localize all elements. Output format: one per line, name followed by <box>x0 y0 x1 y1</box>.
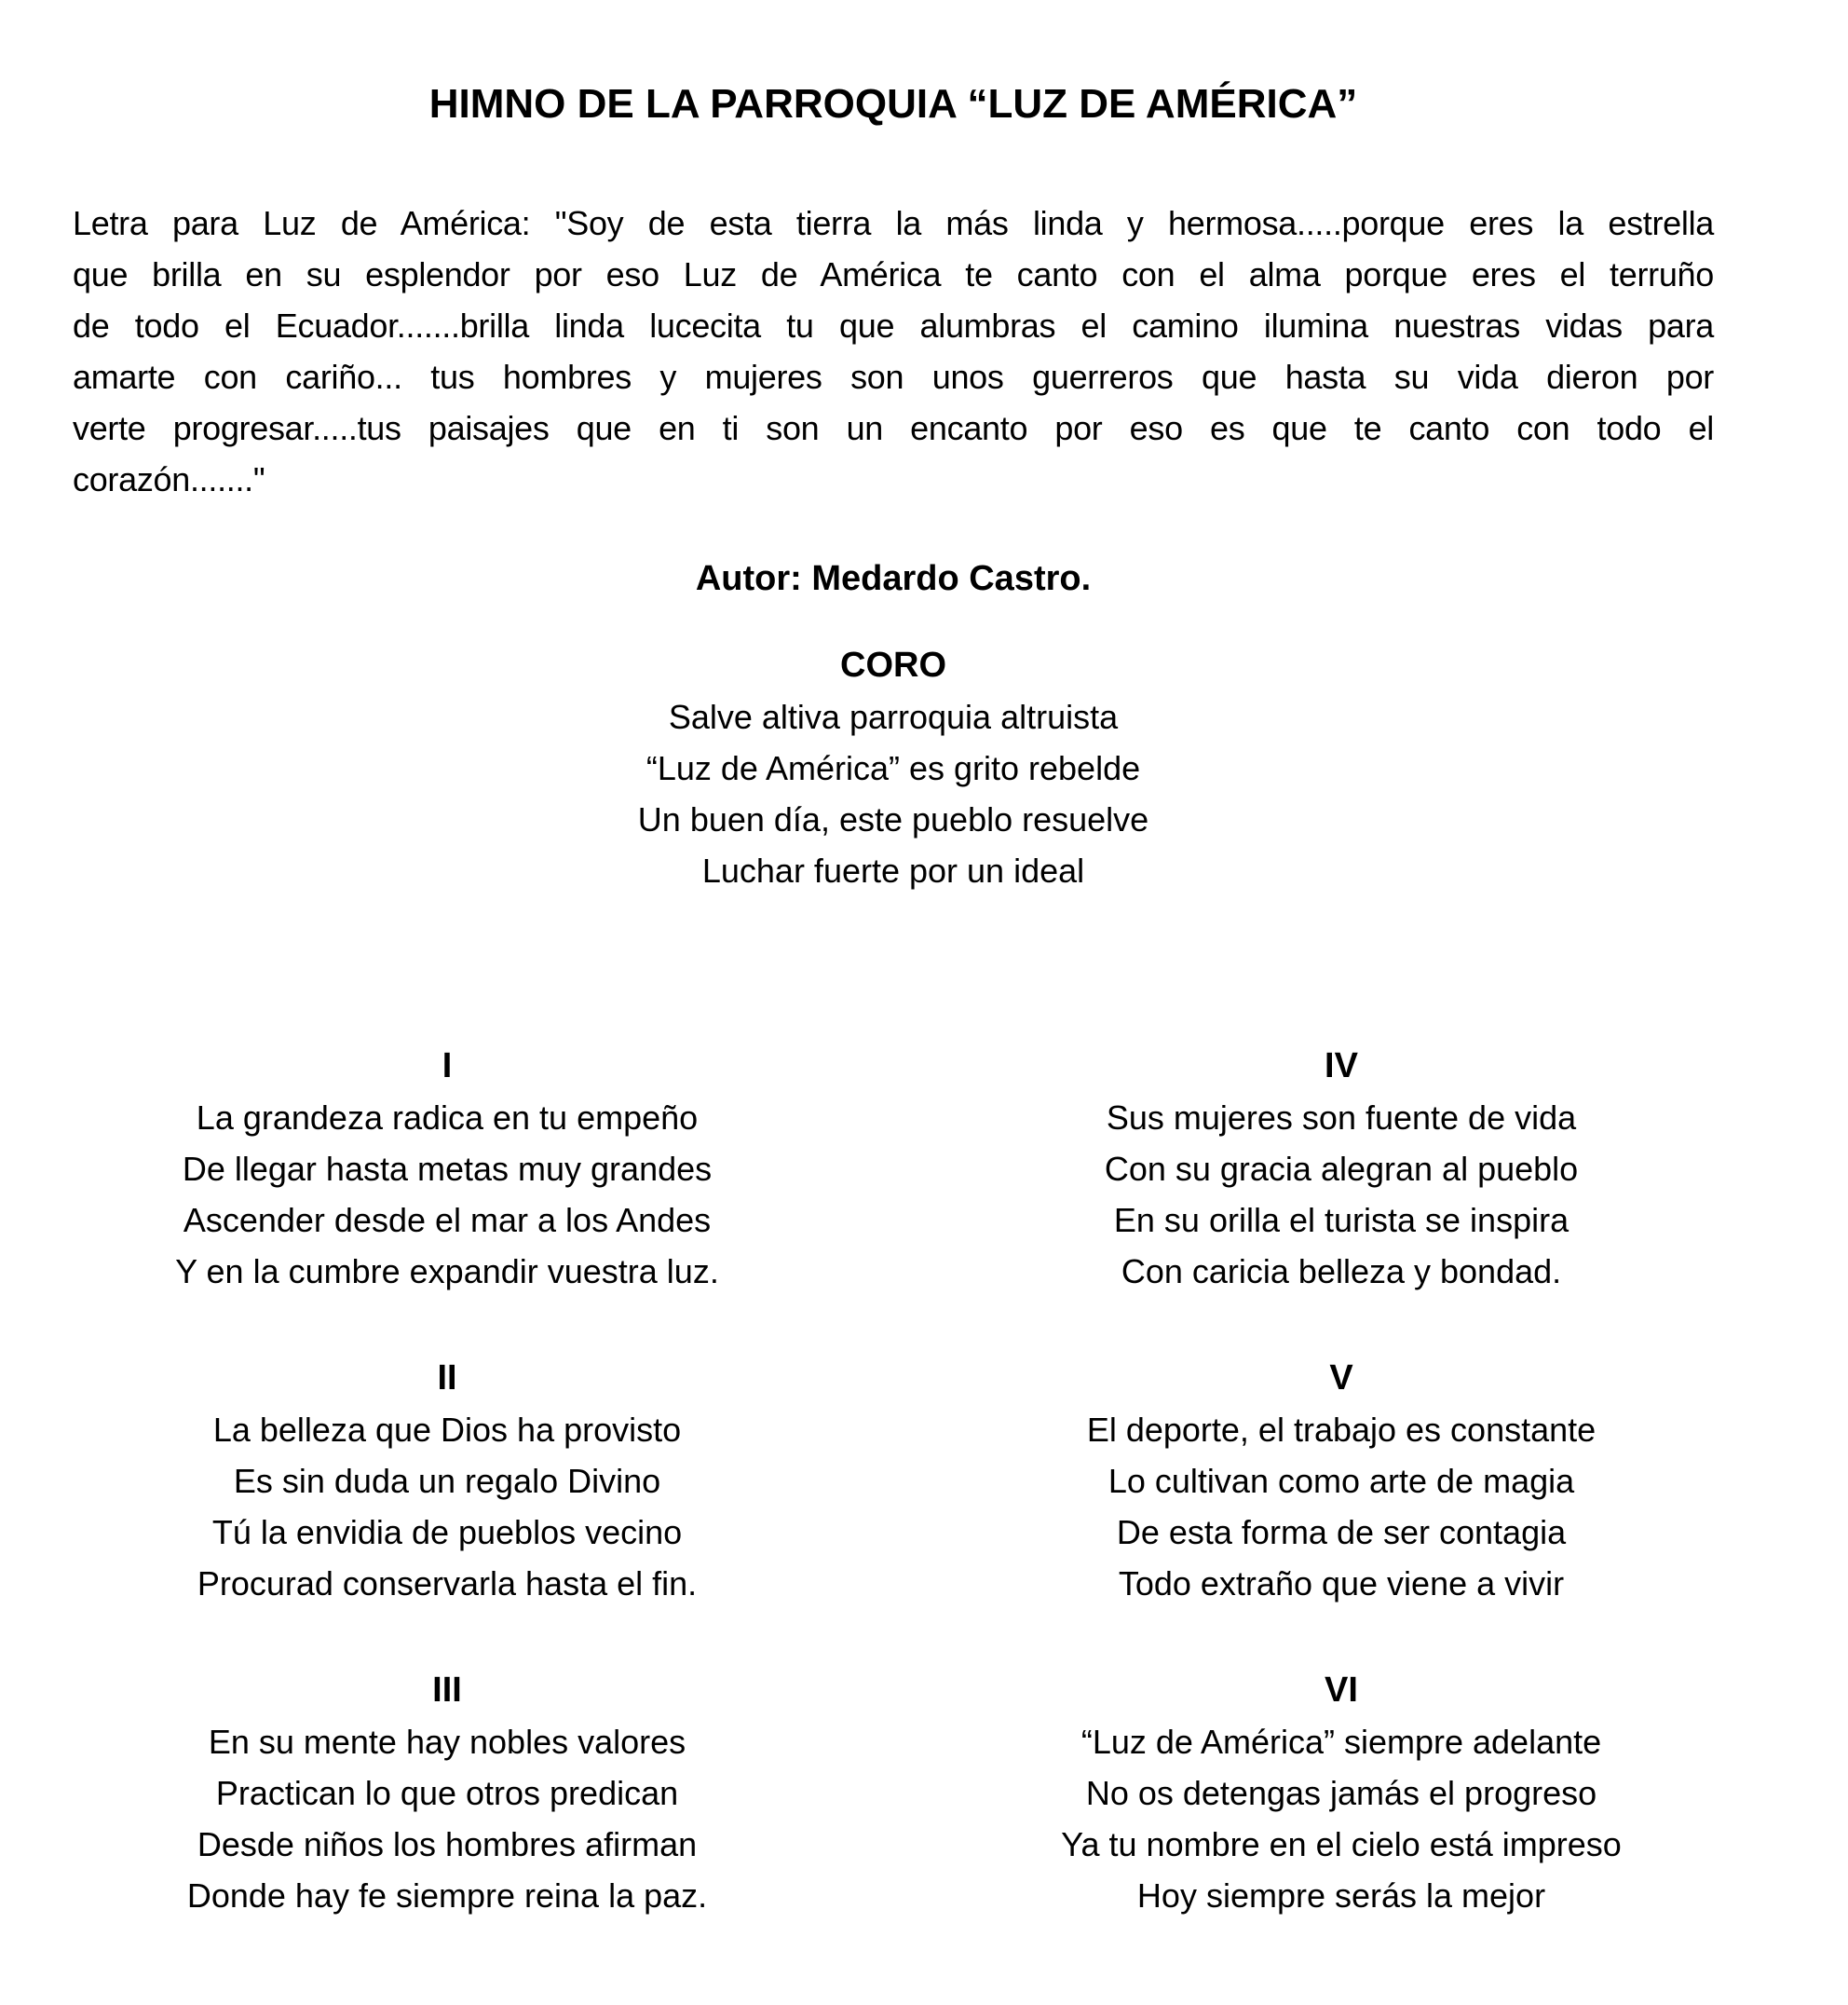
intro-line: verte progresar.....tus paisajes que en ti son un encanto por eso es que te canto con todo el <box>73 409 1714 447</box>
stanza-line: Practican lo que otros predican <box>215 1774 679 1812</box>
stanza-line: Con su gracia alegran al pueblo <box>1104 1150 1579 1188</box>
stanza-line: Donde hay fe siempre reina la paz. <box>186 1876 708 1915</box>
chorus-section <box>73 640 1714 896</box>
stanza-5 <box>894 1353 1788 1609</box>
author-credit: Autor: Medardo Castro. <box>695 559 1092 598</box>
chorus-line: Un buen día, este pueblo resuelve <box>637 800 1149 839</box>
stanza-line: Todo extraño que viene a vivir <box>1118 1564 1565 1603</box>
intro-line: de todo el Ecuador.......brilla linda lucecita tu que alumbras el camino ilumina nuestras vidas para <box>73 307 1714 345</box>
stanza-4 <box>894 1041 1788 1297</box>
stanza-line: El deporte, el trabajo es constante <box>1086 1411 1597 1449</box>
stanza-line: No os detengas jamás el progreso <box>1085 1774 1597 1812</box>
stanza-line: Tú la envidia de pueblos vecino <box>211 1513 683 1551</box>
stanza-number: II <box>437 1358 457 1398</box>
stanza-number: I <box>442 1046 453 1085</box>
stanza-number: IV <box>1325 1046 1358 1085</box>
stanza-line: Con caricia belleza y bondad. <box>1121 1252 1562 1290</box>
chorus-line: “Luz de América” es grito rebelde <box>645 749 1141 787</box>
stanza-line: Es sin duda un regalo Divino <box>233 1462 661 1500</box>
chorus-heading: CORO <box>840 646 946 685</box>
stanza-1 <box>0 1041 894 1297</box>
stanza-line: Y en la cumbre expandir vuestra luz. <box>175 1252 719 1290</box>
stanza-line: Desde niños los hombres afirman <box>197 1825 698 1863</box>
chorus-line: Luchar fuerte por un ideal <box>701 852 1085 890</box>
intro-line: Letra para Luz de América: "Soy de esta tierra la más linda y hermosa.....porque eres la estrella <box>73 204 1714 242</box>
stanza-line: En su mente hay nobles valores <box>208 1723 686 1761</box>
stanza-line: Ascender desde el mar a los Andes <box>183 1201 712 1239</box>
intro-line: que brilla en su esplendor por eso Luz de América te canto con el alma porque eres el terruño <box>73 255 1714 293</box>
intro-line: corazón......." <box>73 460 265 498</box>
intro-paragraph <box>73 198 1714 505</box>
stanza-line: De esta forma de ser contagia <box>1116 1513 1567 1551</box>
stanza-line: La belleza que Dios ha provisto <box>212 1411 682 1449</box>
chorus-line: Salve altiva parroquia altruista <box>668 698 1119 736</box>
stanza-line: Hoy siempre serás la mejor <box>1136 1876 1546 1915</box>
stanza-number: VI <box>1325 1671 1358 1710</box>
stanza-number: V <box>1329 1358 1353 1398</box>
intro-line: amarte con cariño... tus hombres y mujeres son unos guerreros que hasta su vida dieron por <box>73 358 1714 396</box>
stanza-line: La grandeza radica en tu empeño <box>196 1098 699 1137</box>
stanzas-section <box>0 1041 1788 1921</box>
stanza-3 <box>0 1665 894 1921</box>
stanza-line: Procurad conservarla hasta el fin. <box>197 1564 698 1603</box>
stanza-6 <box>894 1665 1788 1921</box>
stanza-line: De llegar hasta metas muy grandes <box>182 1150 713 1188</box>
stanza-2 <box>0 1353 894 1609</box>
stanza-line: Sus mujeres son fuente de vida <box>1106 1098 1577 1137</box>
page-title: HIMNO DE LA PARROQUIA “LUZ DE AMÉRICA” <box>428 81 1358 127</box>
stanza-line: “Luz de América” siempre adelante <box>1080 1723 1602 1761</box>
stanza-number: III <box>432 1671 462 1710</box>
stanza-line: Lo cultivan como arte de magia <box>1107 1462 1575 1500</box>
stanza-line: En su orilla el turista se inspira <box>1113 1201 1569 1239</box>
stanza-line: Ya tu nombre en el cielo está impreso <box>1061 1825 1622 1863</box>
